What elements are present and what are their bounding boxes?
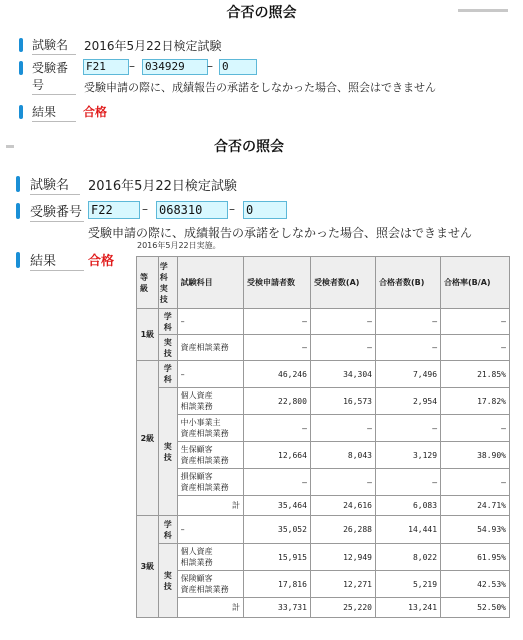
type-cell: 実技 <box>158 335 177 361</box>
applicants-cell: – <box>243 335 310 361</box>
passers-cell: 2,954 <box>375 388 440 415</box>
label-marker <box>19 61 23 75</box>
examinees-cell: 34,304 <box>310 361 375 388</box>
header-type: 学科実技 <box>158 257 177 309</box>
page-title: 合否の照会 <box>214 139 284 155</box>
exam-number-check-input[interactable]: 0 <box>219 59 257 75</box>
header-passers: 合格者数(B) <box>375 257 440 309</box>
subject-cell: – <box>177 361 243 388</box>
table-row <box>137 544 510 571</box>
exam-number-check-input[interactable]: 0 <box>243 201 287 219</box>
subject-cell: 保険顧客 資産相談業務 <box>177 571 243 598</box>
pass-rate-cell: – <box>441 469 510 496</box>
table-row <box>137 309 510 335</box>
pass-rate-cell: 42.53% <box>441 571 510 598</box>
table-row <box>137 442 510 469</box>
header-pass-rate: 合格率(B/A) <box>441 257 510 309</box>
separator-dash: – <box>129 59 135 73</box>
exam-name-label: 試験名 <box>32 36 76 55</box>
pass-rate-cell: – <box>441 309 510 335</box>
exam-name-value: 2016年5月22日検定試験 <box>84 39 222 53</box>
separator-dash: – <box>207 59 213 73</box>
applicants-cell: – <box>243 469 310 496</box>
subject-cell: 資産相談業務 <box>177 335 243 361</box>
label-marker <box>19 38 23 52</box>
applicants-cell: 12,664 <box>243 442 310 469</box>
type-cell: 学科 <box>158 516 177 544</box>
type-cell: 実技 <box>158 388 177 516</box>
passers-cell: 5,219 <box>375 571 440 598</box>
applicants-cell: 17,816 <box>243 571 310 598</box>
pass-rate-cell: – <box>441 335 510 361</box>
pass-rate-cell: 38.90% <box>441 442 510 469</box>
pass-rate-cell: 21.85% <box>441 361 510 388</box>
consent-note: 受験申請の際に、成績報告の承諾をしなかった場合、照会はできません <box>88 226 473 240</box>
type-cell: 学科 <box>158 309 177 335</box>
pass-rate-cell: 54.93% <box>441 516 510 544</box>
applicants-cell: 33,731 <box>243 598 310 618</box>
subject-cell: – <box>177 309 243 335</box>
result-value: 合格 <box>83 105 108 119</box>
subject-cell: 個人資産 相談業務 <box>177 388 243 415</box>
type-cell: 学科 <box>158 361 177 388</box>
examinees-cell: – <box>310 415 375 442</box>
table-row <box>137 335 510 361</box>
pass-rate-cell: 52.50% <box>441 598 510 618</box>
examinees-cell: 12,949 <box>310 544 375 571</box>
passers-cell: – <box>375 469 440 496</box>
subject-cell: 中小事業主 資産相談業務 <box>177 415 243 442</box>
passers-cell: – <box>375 309 440 335</box>
page-title: 合否の照会 <box>226 5 297 21</box>
applicants-cell: 15,915 <box>243 544 310 571</box>
passers-cell: 8,022 <box>375 544 440 571</box>
applicants-cell: 35,464 <box>243 496 310 516</box>
grade-cell: 3級 <box>137 516 159 618</box>
header-subject: 試験科目 <box>177 257 243 309</box>
header-grade: 等級 <box>137 257 159 309</box>
subject-cell: 生保顧客 資産相談業務 <box>177 442 243 469</box>
passers-cell: 7,496 <box>375 361 440 388</box>
table-row <box>137 469 510 496</box>
exam-name-label: 試験名 <box>30 174 80 195</box>
exam-number-main-input[interactable]: 034929 <box>142 59 208 75</box>
result-value: 合格 <box>88 254 115 269</box>
result-label: 結果 <box>30 250 84 271</box>
grade-cell: 1級 <box>137 309 159 361</box>
pass-rate-cell: – <box>441 415 510 442</box>
table-row <box>137 361 510 388</box>
label-marker <box>19 105 23 119</box>
table-header-row <box>137 257 510 309</box>
applicants-cell: 35,052 <box>243 516 310 544</box>
table-row <box>137 571 510 598</box>
passers-cell: 14,441 <box>375 516 440 544</box>
examinees-cell: 12,271 <box>310 571 375 598</box>
examinees-cell: 26,288 <box>310 516 375 544</box>
label-marker <box>16 176 20 192</box>
exam-number-prefix-input[interactable]: F21 <box>83 59 129 75</box>
exam-statistics-table-wrap <box>136 256 510 618</box>
table-row <box>137 516 510 544</box>
exam-number-prefix-input[interactable]: F22 <box>88 201 140 219</box>
passers-cell: 13,241 <box>375 598 440 618</box>
grade-cell: 2級 <box>137 361 159 516</box>
exam-date-note: 2016年5月22日実施。 <box>137 241 221 250</box>
passers-cell: – <box>375 335 440 361</box>
consent-note: 受験申請の際に、成績報告の承諾をしなかった場合、照会はできません <box>84 81 436 94</box>
total-label-cell: 計 <box>177 496 243 516</box>
separator-dash: – <box>142 202 148 216</box>
title-divider-left <box>6 145 14 148</box>
table-row <box>137 496 510 516</box>
table-row <box>137 598 510 618</box>
separator-dash: – <box>229 202 235 216</box>
total-label-cell: 計 <box>177 598 243 618</box>
exam-number-label: 受験番号 <box>32 59 76 95</box>
subject-cell: 個人資産 相談業務 <box>177 544 243 571</box>
examinees-cell: 8,043 <box>310 442 375 469</box>
result-label: 結果 <box>32 103 76 122</box>
examinees-cell: 25,220 <box>310 598 375 618</box>
pass-rate-cell: 17.82% <box>441 388 510 415</box>
exam-number-main-input[interactable]: 068310 <box>156 201 228 219</box>
applicants-cell: – <box>243 309 310 335</box>
exam-number-label: 受験番号 <box>30 201 84 222</box>
applicants-cell: 46,246 <box>243 361 310 388</box>
subject-cell: 損保顧客 資産相談業務 <box>177 469 243 496</box>
passers-cell: 3,129 <box>375 442 440 469</box>
type-cell: 実技 <box>158 544 177 618</box>
table-row <box>137 415 510 442</box>
passers-cell: 6,083 <box>375 496 440 516</box>
subject-cell: – <box>177 516 243 544</box>
applicants-cell: – <box>243 415 310 442</box>
pass-rate-cell: 61.95% <box>441 544 510 571</box>
header-examinees: 受検者数(A) <box>310 257 375 309</box>
title-divider-right <box>458 9 508 12</box>
exam-statistics-table <box>136 256 510 618</box>
examinees-cell: 24,616 <box>310 496 375 516</box>
examinees-cell: – <box>310 335 375 361</box>
examinees-cell: 16,573 <box>310 388 375 415</box>
table-row <box>137 388 510 415</box>
examinees-cell: – <box>310 309 375 335</box>
label-marker <box>16 203 20 219</box>
passers-cell: – <box>375 415 440 442</box>
examinees-cell: – <box>310 469 375 496</box>
exam-name-value: 2016年5月22日検定試験 <box>88 179 237 194</box>
header-applicants: 受検申請者数 <box>243 257 310 309</box>
applicants-cell: 22,800 <box>243 388 310 415</box>
pass-rate-cell: 24.71% <box>441 496 510 516</box>
label-marker <box>16 252 20 268</box>
